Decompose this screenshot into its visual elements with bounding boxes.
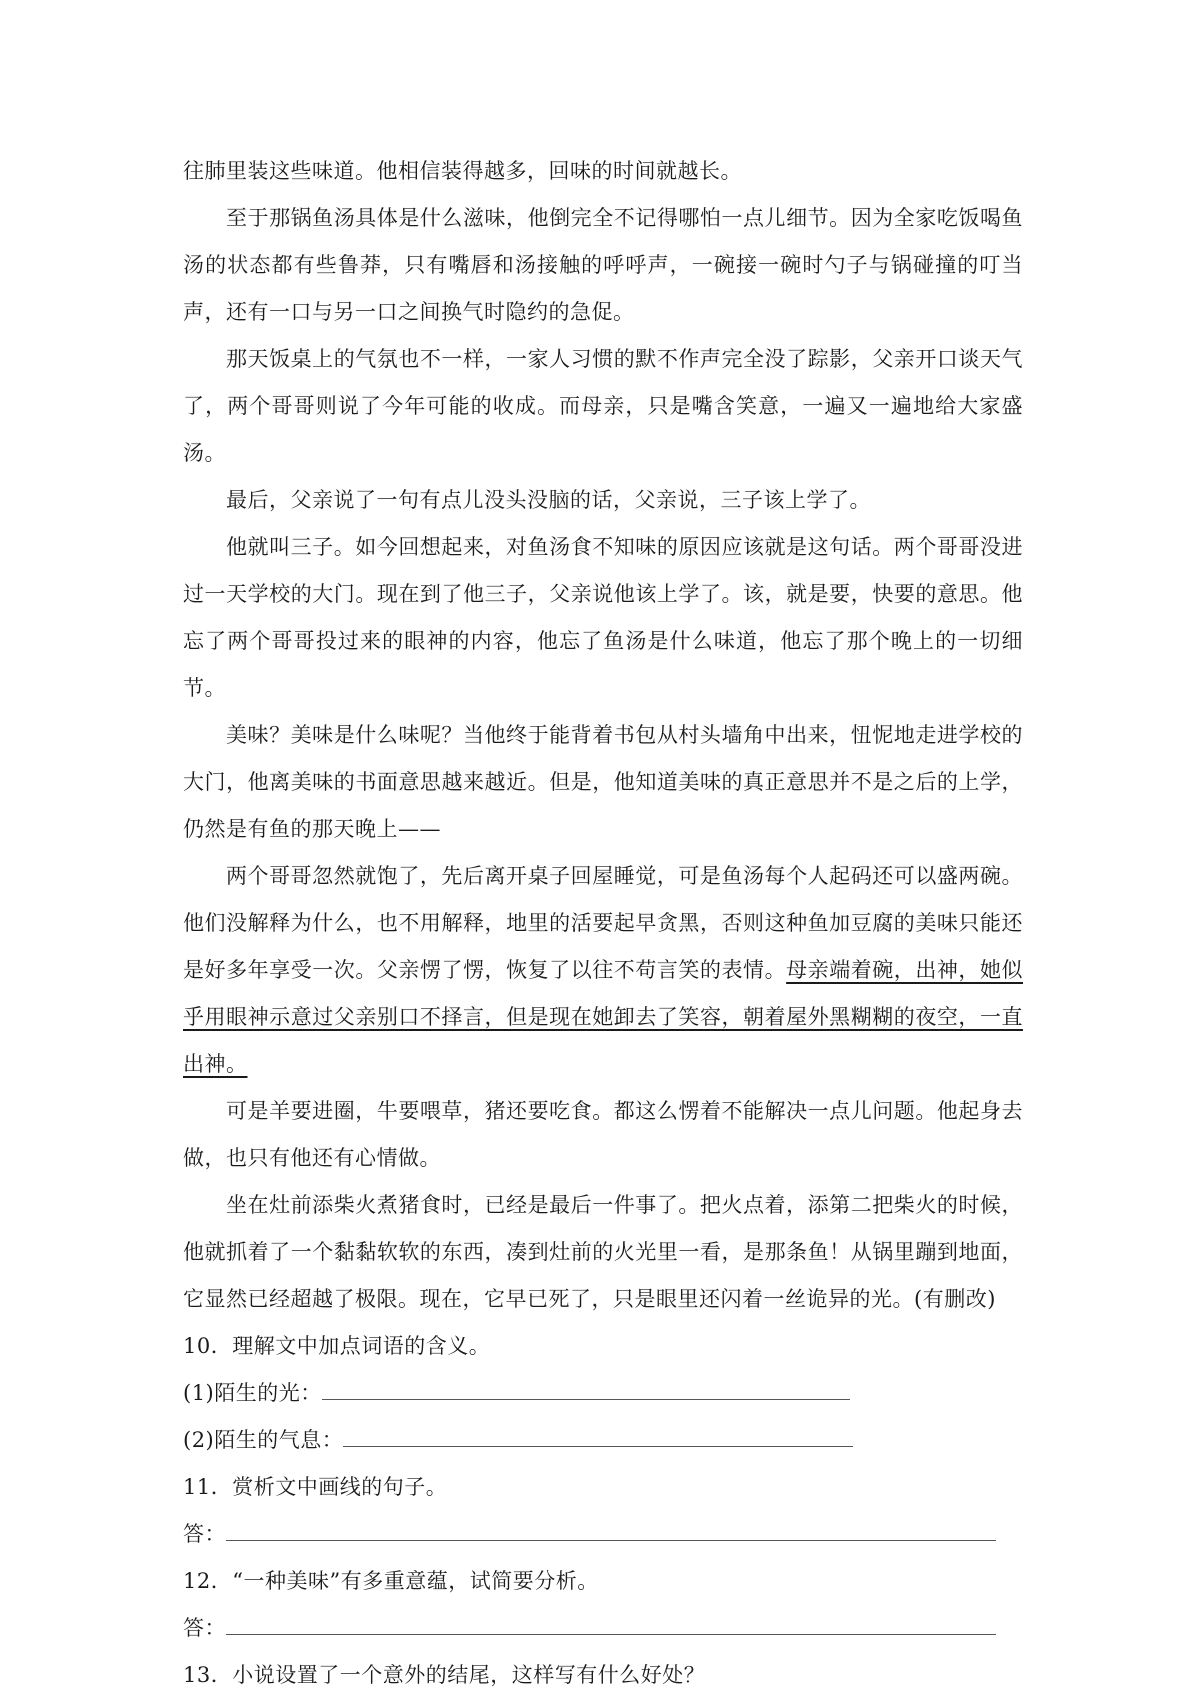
passage-paragraph-4: 最后，父亲说了一句有点儿没头没脑的话，父亲说，三子该上学了。 [226, 488, 871, 512]
passage-paragraph-6: 美味？美味是什么味呢？当他终于能背着书包从村头墙角中出来，忸怩地走进学校的大门，他离美味的书面意思越来越近。但是，他知道美味的真正意思并不是之后的上学，仍然是有鱼的那天晚上—— [183, 723, 1023, 841]
question-10: 10．理解文中加点词语的含义。 [183, 1334, 491, 1358]
answer-blank-12[interactable] [226, 1612, 996, 1635]
passage-paragraph-5: 他就叫三子。如今回想起来，对鱼汤食不知味的原因应该就是这句话。两个哥哥没进过一天学校的大门。现在到了他三子，父亲说他该上学了。该，就是要，快要的意思。他忘了两个哥哥投过来的眼神的内容，他忘了鱼汤是什么味道，他忘了那个晚上的一切细节。 [183, 535, 1023, 700]
question-10-1-label: (1)陌生的光： [183, 1381, 322, 1405]
question-11-answer [183, 1511, 1023, 1558]
passage-paragraph-8: 可是羊要进圈，牛要喂草，猪还要吃食。都这么愣着不能解决一点儿问题。他起身去做，也只有他还有心情做。 [183, 1099, 1023, 1170]
question-12: 12．“一种美味”有多重意蕴，试简要分析。 [183, 1569, 599, 1593]
passage-paragraph-3: 那天饭桌上的气氛也不一样，一家人习惯的默不作声完全没了踪影，父亲开口谈天气了，两个哥哥则说了今年可能的收成。而母亲，只是嘴含笑意，一遍又一遍地给大家盛汤。 [183, 347, 1023, 465]
question-11: 11．赏析文中画线的句子。 [183, 1475, 448, 1499]
answer-blank-10-1[interactable] [322, 1377, 850, 1400]
question-12-answer [183, 1605, 1023, 1652]
passage-paragraph-7 [183, 853, 1023, 1088]
answer-blank-10-2[interactable] [343, 1424, 853, 1447]
answer-blank-11[interactable] [226, 1518, 996, 1541]
passage-paragraph-7-text: 两个哥哥忽然就饱了，先后离开桌子回屋睡觉，可是鱼汤每个人起码还可以盛两碗。他们没解释为什么，也不用解释，地里的活要起早贪黑，否则这种鱼加豆腐的美味只能还是好多年享受一次。父亲愣了愣，恢复了以往不苟言笑的表情。 [183, 864, 1023, 982]
question-10-1 [183, 1370, 1023, 1417]
question-10-2-label: (2)陌生的气息： [183, 1428, 344, 1452]
document-page [183, 148, 1023, 1699]
question-13: 13．小说设置了一个意外的结尾，这样写有什么好处？ [183, 1663, 706, 1687]
passage-paragraph-9: 坐在灶前添柴火煮猪食时，已经是最后一件事了。把火点着，添第二把柴火的时候，他就抓着了一个黏黏软软的东西，凑到灶前的火光里一看，是那条鱼！从锅里蹦到地面，它显然已经超越了极限。现在，它早已死了，只是眼里还闪着一丝诡异的光。(有删改) [183, 1193, 1023, 1311]
question-10-2 [183, 1417, 1023, 1464]
question-11-answer-label: 答： [183, 1522, 226, 1546]
question-12-answer-label: 答： [183, 1616, 226, 1640]
passage-paragraph-1: 往肺里装这些味道。他相信装得越多，回味的时间就越长。 [183, 159, 742, 183]
underlined-sentence: 母亲端着碗，出神，她似乎用眼神示意过父亲别口不择言，但是现在她卸去了笑容，朝着屋外黑糊糊的夜空，一直出神。 [183, 958, 1024, 1076]
passage-paragraph-2: 至于那锅鱼汤具体是什么滋味，他倒完全不记得哪怕一点儿细节。因为全家吃饭喝鱼汤的状态都有些鲁莽，只有嘴唇和汤接触的呼呼声，一碗接一碗时勺子与锅碰撞的叮当声，还有一口与另一口之间换气时隐约的急促。 [183, 206, 1023, 324]
